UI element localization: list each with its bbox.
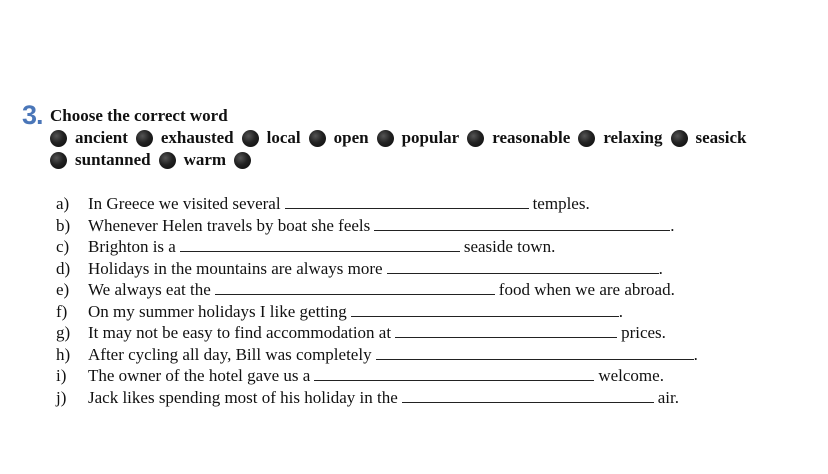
sentence-i xyxy=(56,365,698,387)
answer-blank[interactable] xyxy=(387,259,659,274)
sentence-list xyxy=(56,193,698,408)
word-option: seasick xyxy=(695,128,747,147)
word-option: warm xyxy=(183,150,227,169)
sentence-text-before: The owner of the hotel gave us a xyxy=(88,366,311,385)
sentence-text-after: welcome. xyxy=(598,366,664,385)
word-option: open xyxy=(333,128,369,147)
sentence-letter: b) xyxy=(56,215,71,235)
sentence-text-before: Holidays in the mountains are always more xyxy=(88,258,383,278)
sentence-text-after: . xyxy=(670,215,675,235)
word-option: suntanned xyxy=(75,150,151,169)
word-option: relaxing xyxy=(603,128,663,147)
sentence-g xyxy=(56,322,698,344)
answer-blank[interactable] xyxy=(215,280,495,295)
bullet-icon xyxy=(578,130,595,147)
answer-blank[interactable] xyxy=(180,237,460,252)
sentence-d xyxy=(56,258,698,280)
sentence-letter: h) xyxy=(56,344,71,364)
word-option: local xyxy=(266,128,301,147)
bullet-icon xyxy=(50,152,67,169)
sentence-text-after: air. xyxy=(657,387,679,407)
sentence-c xyxy=(56,236,698,258)
exercise-number: 3. xyxy=(22,100,43,130)
sentence-a xyxy=(56,193,698,215)
bullet-icon xyxy=(50,130,67,147)
sentence-j xyxy=(56,387,698,409)
sentence-text-before: After cycling all day, Bill was completely xyxy=(88,344,372,364)
bullet-icon xyxy=(377,130,394,147)
bullet-icon xyxy=(159,152,176,169)
sentence-text-after: prices. xyxy=(621,323,666,342)
sentence-f xyxy=(56,301,698,323)
word-option: popular xyxy=(401,128,460,147)
word-option: reasonable xyxy=(492,128,571,147)
word-option: exhausted xyxy=(160,128,234,147)
instruction-heading: Choose the correct word xyxy=(50,106,228,125)
sentence-text-after: . xyxy=(618,301,623,321)
sentence-text-after: . xyxy=(693,344,698,364)
sentence-letter: g) xyxy=(56,323,71,342)
bullet-icon xyxy=(242,130,259,147)
sentence-text-after: seaside town. xyxy=(463,237,556,256)
answer-blank[interactable] xyxy=(314,366,594,381)
sentence-text-before: Whenever Helen travels by boat she feels xyxy=(88,215,371,235)
bullet-icon xyxy=(671,130,688,147)
sentence-text-before: Jack likes spending most of his holiday in the xyxy=(88,387,398,407)
sentence-letter: e) xyxy=(56,280,70,299)
word-bank-row-1 xyxy=(50,127,820,149)
answer-blank[interactable] xyxy=(351,302,619,317)
exercise-number-text: 3 xyxy=(22,100,37,130)
sentence-letter: j) xyxy=(56,387,67,407)
answer-blank[interactable] xyxy=(374,216,670,231)
sentence-e xyxy=(56,279,698,301)
sentence-text-after: . xyxy=(658,258,663,278)
sentence-text-before: In Greece we visited several xyxy=(88,194,281,213)
sentence-b xyxy=(56,215,698,237)
sentence-text-before: It may not be easy to find accommodation at xyxy=(88,323,392,342)
sentence-text-before: On my summer holidays I like getting xyxy=(88,301,347,321)
bullet-icon xyxy=(136,130,153,147)
sentence-letter: f) xyxy=(56,301,68,321)
word-bank-row-2 xyxy=(50,149,820,171)
answer-blank[interactable] xyxy=(285,194,529,209)
answer-blank[interactable] xyxy=(376,345,694,360)
sentence-text-after: temples. xyxy=(532,194,590,213)
answer-blank[interactable] xyxy=(402,388,654,403)
sentence-h xyxy=(56,344,698,366)
answer-blank[interactable] xyxy=(395,323,617,338)
sentence-text-after: food when we are abroad. xyxy=(498,280,675,299)
bullet-icon xyxy=(467,130,484,147)
sentence-letter: a) xyxy=(56,194,70,213)
bullet-icon xyxy=(234,152,251,169)
bullet-icon xyxy=(309,130,326,147)
sentence-text-before: Brighton is a xyxy=(88,237,176,256)
word-option: ancient xyxy=(75,128,128,147)
sentence-letter: d) xyxy=(56,258,71,278)
sentence-letter: i) xyxy=(56,366,67,385)
sentence-text-before: We always eat the xyxy=(88,280,211,299)
word-bank xyxy=(50,127,820,171)
sentence-letter: c) xyxy=(56,237,70,256)
